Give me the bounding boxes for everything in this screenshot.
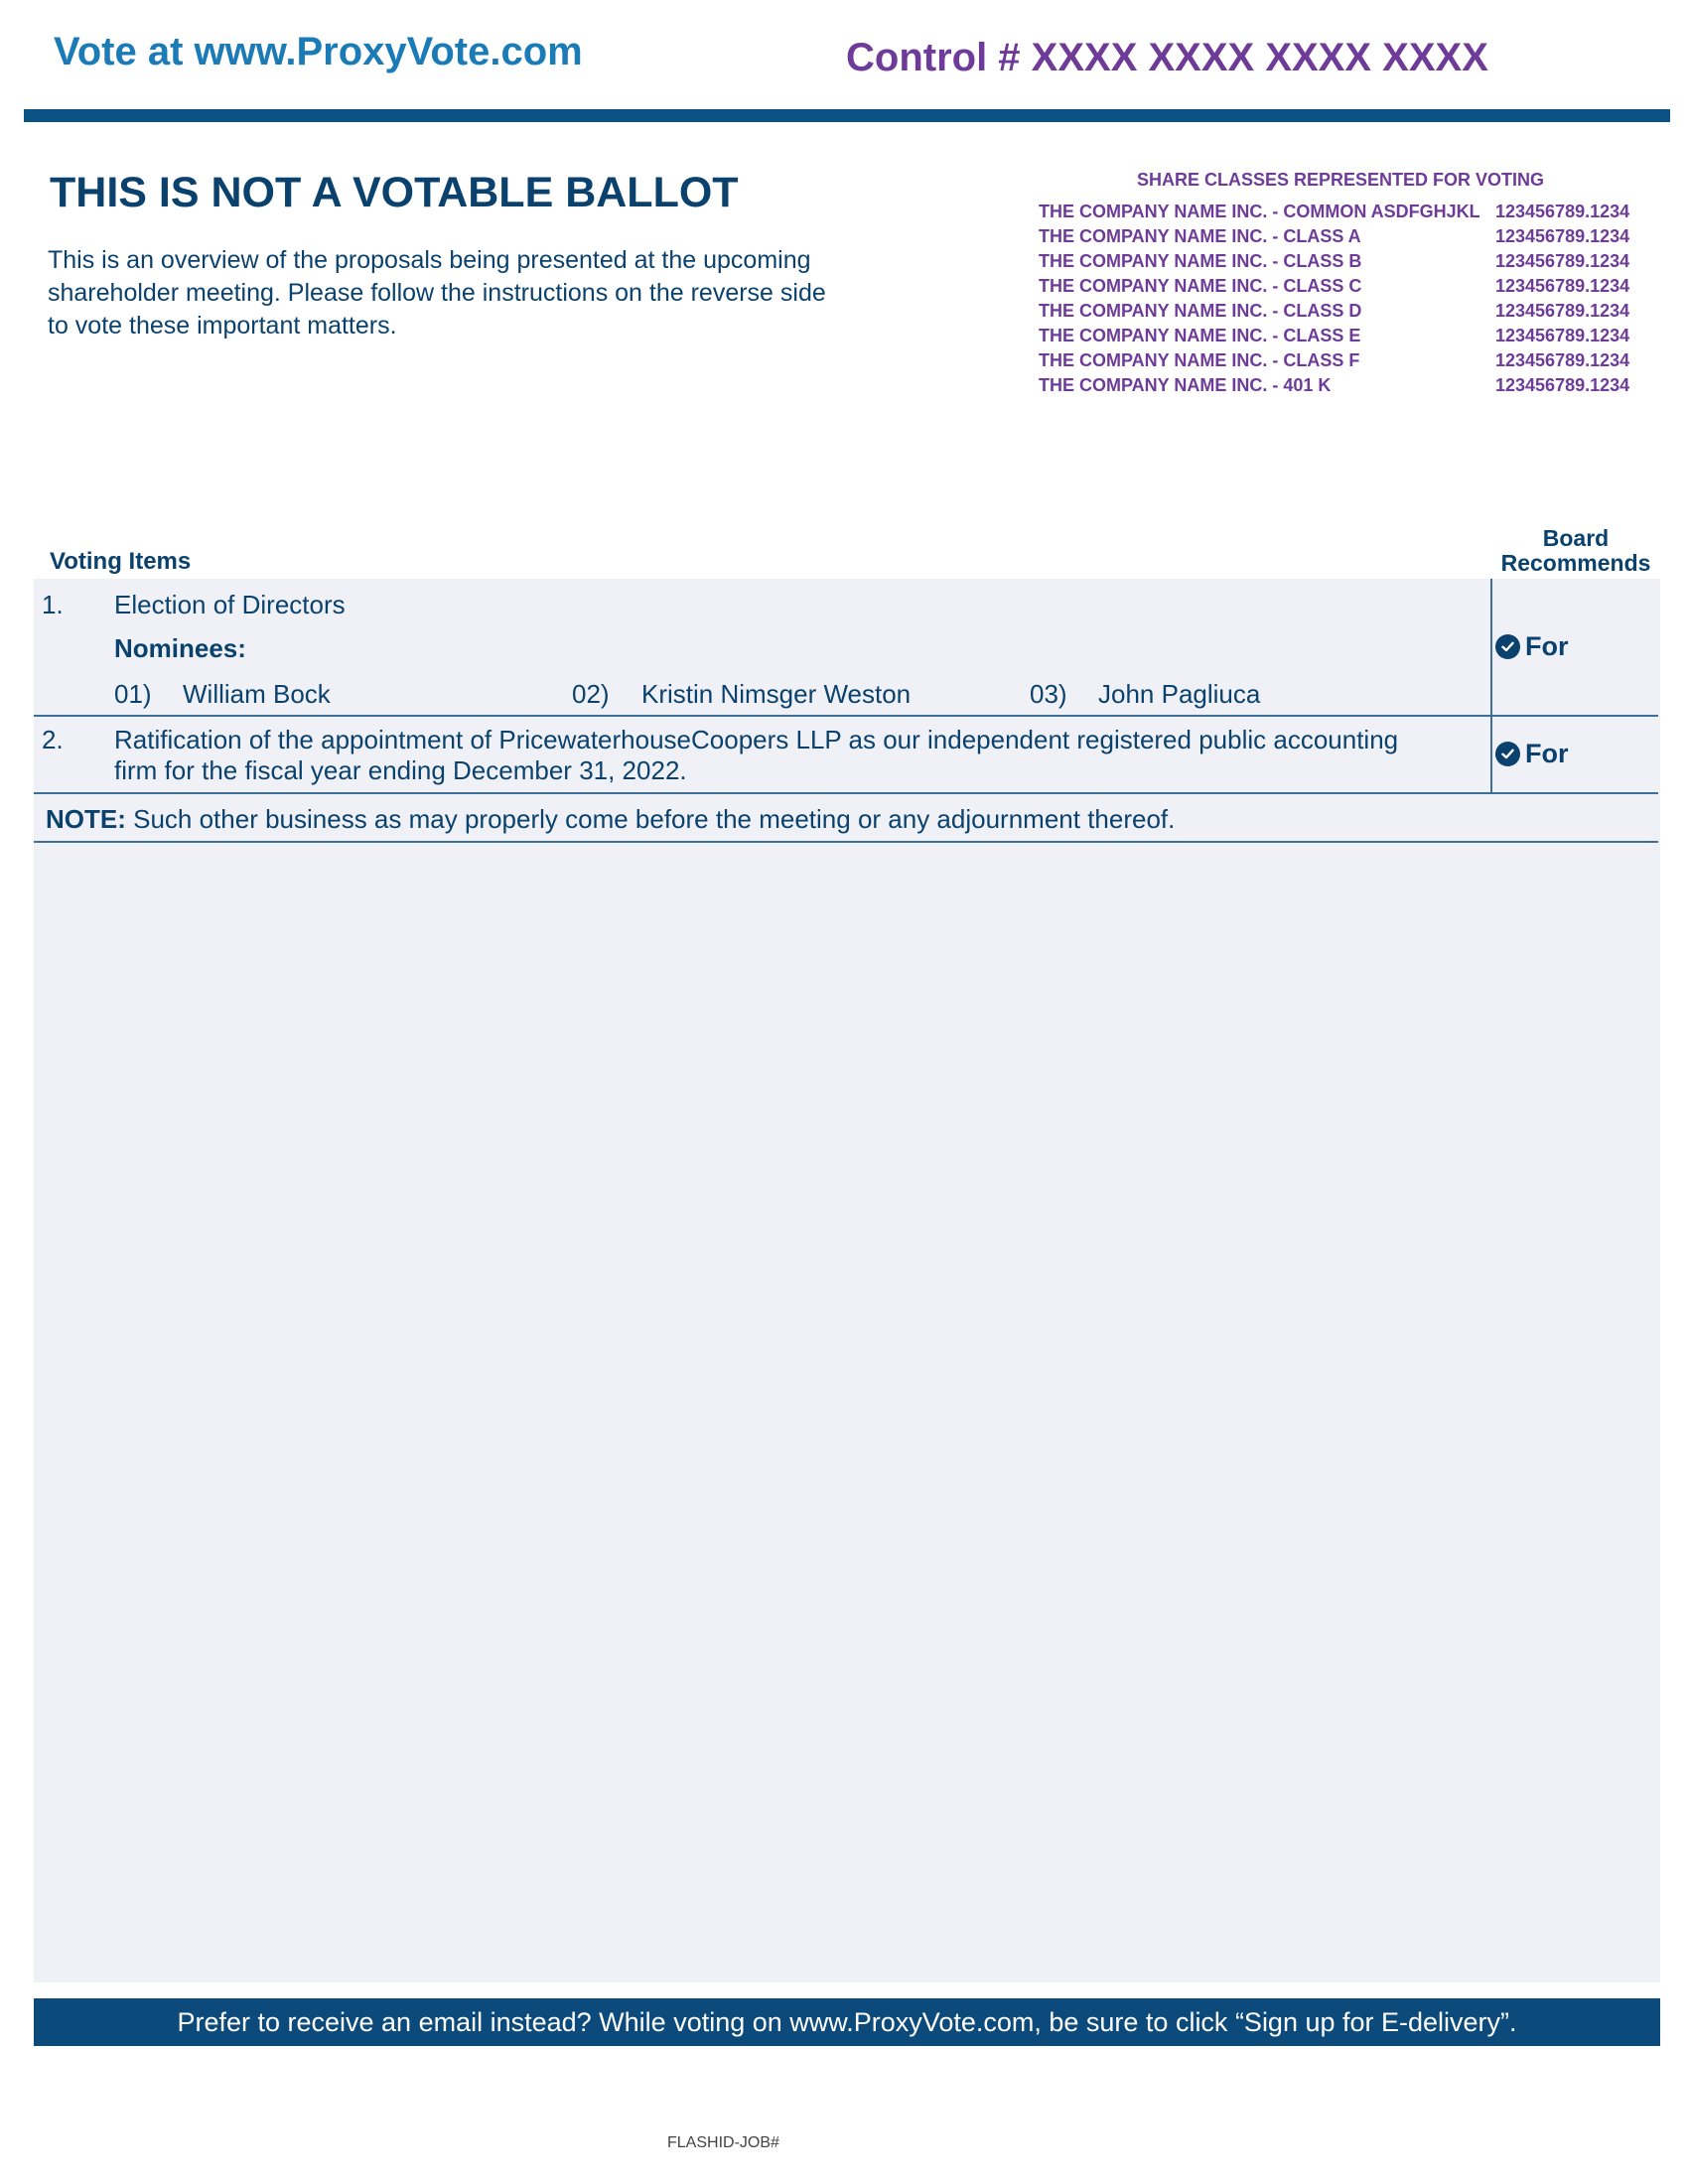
checkmark-icon	[1495, 634, 1520, 659]
board-recommendation	[1495, 631, 1569, 662]
share-class-row	[1039, 274, 1658, 299]
recommendation-column-divider	[1490, 579, 1492, 793]
nominee-number: 01)	[114, 679, 152, 709]
nominee-name: William Bock	[183, 679, 331, 709]
row-divider	[34, 792, 1658, 794]
share-class-row	[1039, 299, 1658, 324]
flash-id: FLASHID-JOB#	[667, 2134, 779, 2151]
note-text: Such other business as may properly come before the meeting or any adjournment thereof.	[125, 804, 1176, 834]
item-title: Election of Directors	[114, 590, 346, 619]
voting-items-panel	[34, 579, 1660, 1982]
share-class-row	[1039, 348, 1658, 373]
nominee-number: 03)	[1030, 679, 1067, 709]
voting-items-label: Voting Items	[50, 548, 192, 575]
share-class-amount: 123456789.1234	[1495, 301, 1630, 321]
share-classes-heading: SHARE CLASSES REPRESENTED FOR VOTING	[1136, 170, 1545, 190]
share-class-row	[1039, 200, 1658, 224]
share-class-row	[1039, 373, 1658, 398]
share-class-amount: 123456789.1234	[1495, 276, 1630, 296]
share-class-name: THE COMPANY NAME INC. - CLASS D	[1039, 301, 1362, 321]
share-class-amount: 123456789.1234	[1495, 251, 1630, 271]
meeting-note	[46, 804, 1175, 835]
share-class-name: THE COMPANY NAME INC. - CLASS C	[1039, 276, 1362, 296]
item-number: 2.	[42, 725, 64, 754]
share-class-name: THE COMPANY NAME INC. - COMMON ASDFGHJKL	[1039, 202, 1480, 221]
header-divider	[24, 109, 1670, 122]
recommendation-value: For	[1525, 631, 1569, 661]
share-class-amount: 123456789.1234	[1495, 202, 1630, 221]
share-class-row	[1039, 249, 1658, 274]
row-divider	[34, 841, 1658, 843]
share-class-amount: 123456789.1234	[1495, 226, 1630, 246]
board-recommendation	[1495, 739, 1569, 769]
item-number: 1.	[42, 590, 64, 619]
share-class-name: THE COMPANY NAME INC. - CLASS F	[1039, 350, 1360, 370]
board-label-line: Recommends	[1500, 550, 1651, 576]
share-class-row	[1039, 324, 1658, 348]
share-class-amount: 123456789.1234	[1495, 350, 1630, 370]
share-class-name: THE COMPANY NAME INC. - CLASS B	[1039, 251, 1362, 271]
nominees-label: Nominees:	[114, 633, 246, 663]
share-class-name: THE COMPANY NAME INC. - CLASS A	[1039, 226, 1361, 246]
control-number: Control # XXXX XXXX XXXX XXXX	[846, 36, 1488, 79]
recommendation-value: For	[1525, 739, 1569, 768]
share-class-name: THE COMPANY NAME INC. - 401 K	[1039, 375, 1332, 395]
share-class-amount: 123456789.1234	[1495, 375, 1630, 395]
checkmark-icon	[1495, 742, 1520, 766]
board-recommends-label	[1481, 526, 1670, 576]
nominee-name: Kristin Nimsger Weston	[641, 679, 912, 709]
share-class-row	[1039, 224, 1658, 249]
item-title-line: Ratification of the appointment of PricewaterhouseCoopers LLP as our independent registered public accounting	[114, 725, 1399, 754]
nominee-number: 02)	[572, 679, 610, 709]
share-class-amount: 123456789.1234	[1495, 326, 1630, 345]
nominee-name: John Pagliuca	[1098, 679, 1261, 709]
edelivery-banner: Prefer to receive an email instead? While voting on www.ProxyVote.com, be sure to click “Sign up for E-delivery”.	[34, 1998, 1660, 2046]
item-title-line: firm for the fiscal year ending December 31, 2022.	[114, 755, 687, 785]
board-label-line: Board	[1542, 525, 1610, 551]
ballot-intro: This is an overview of the proposals being presented at the upcoming shareholder meeting. Please follow the instructions on the reverse side to vote these important matters.	[48, 246, 826, 340]
vote-url-heading: Vote at www.ProxyVote.com	[54, 30, 583, 73]
share-classes-list	[1039, 200, 1658, 398]
row-divider	[34, 715, 1658, 717]
share-class-name: THE COMPANY NAME INC. - CLASS E	[1039, 326, 1361, 345]
note-label: NOTE:	[46, 804, 126, 834]
ballot-title: THIS IS NOT A VOTABLE BALLOT	[50, 169, 739, 216]
